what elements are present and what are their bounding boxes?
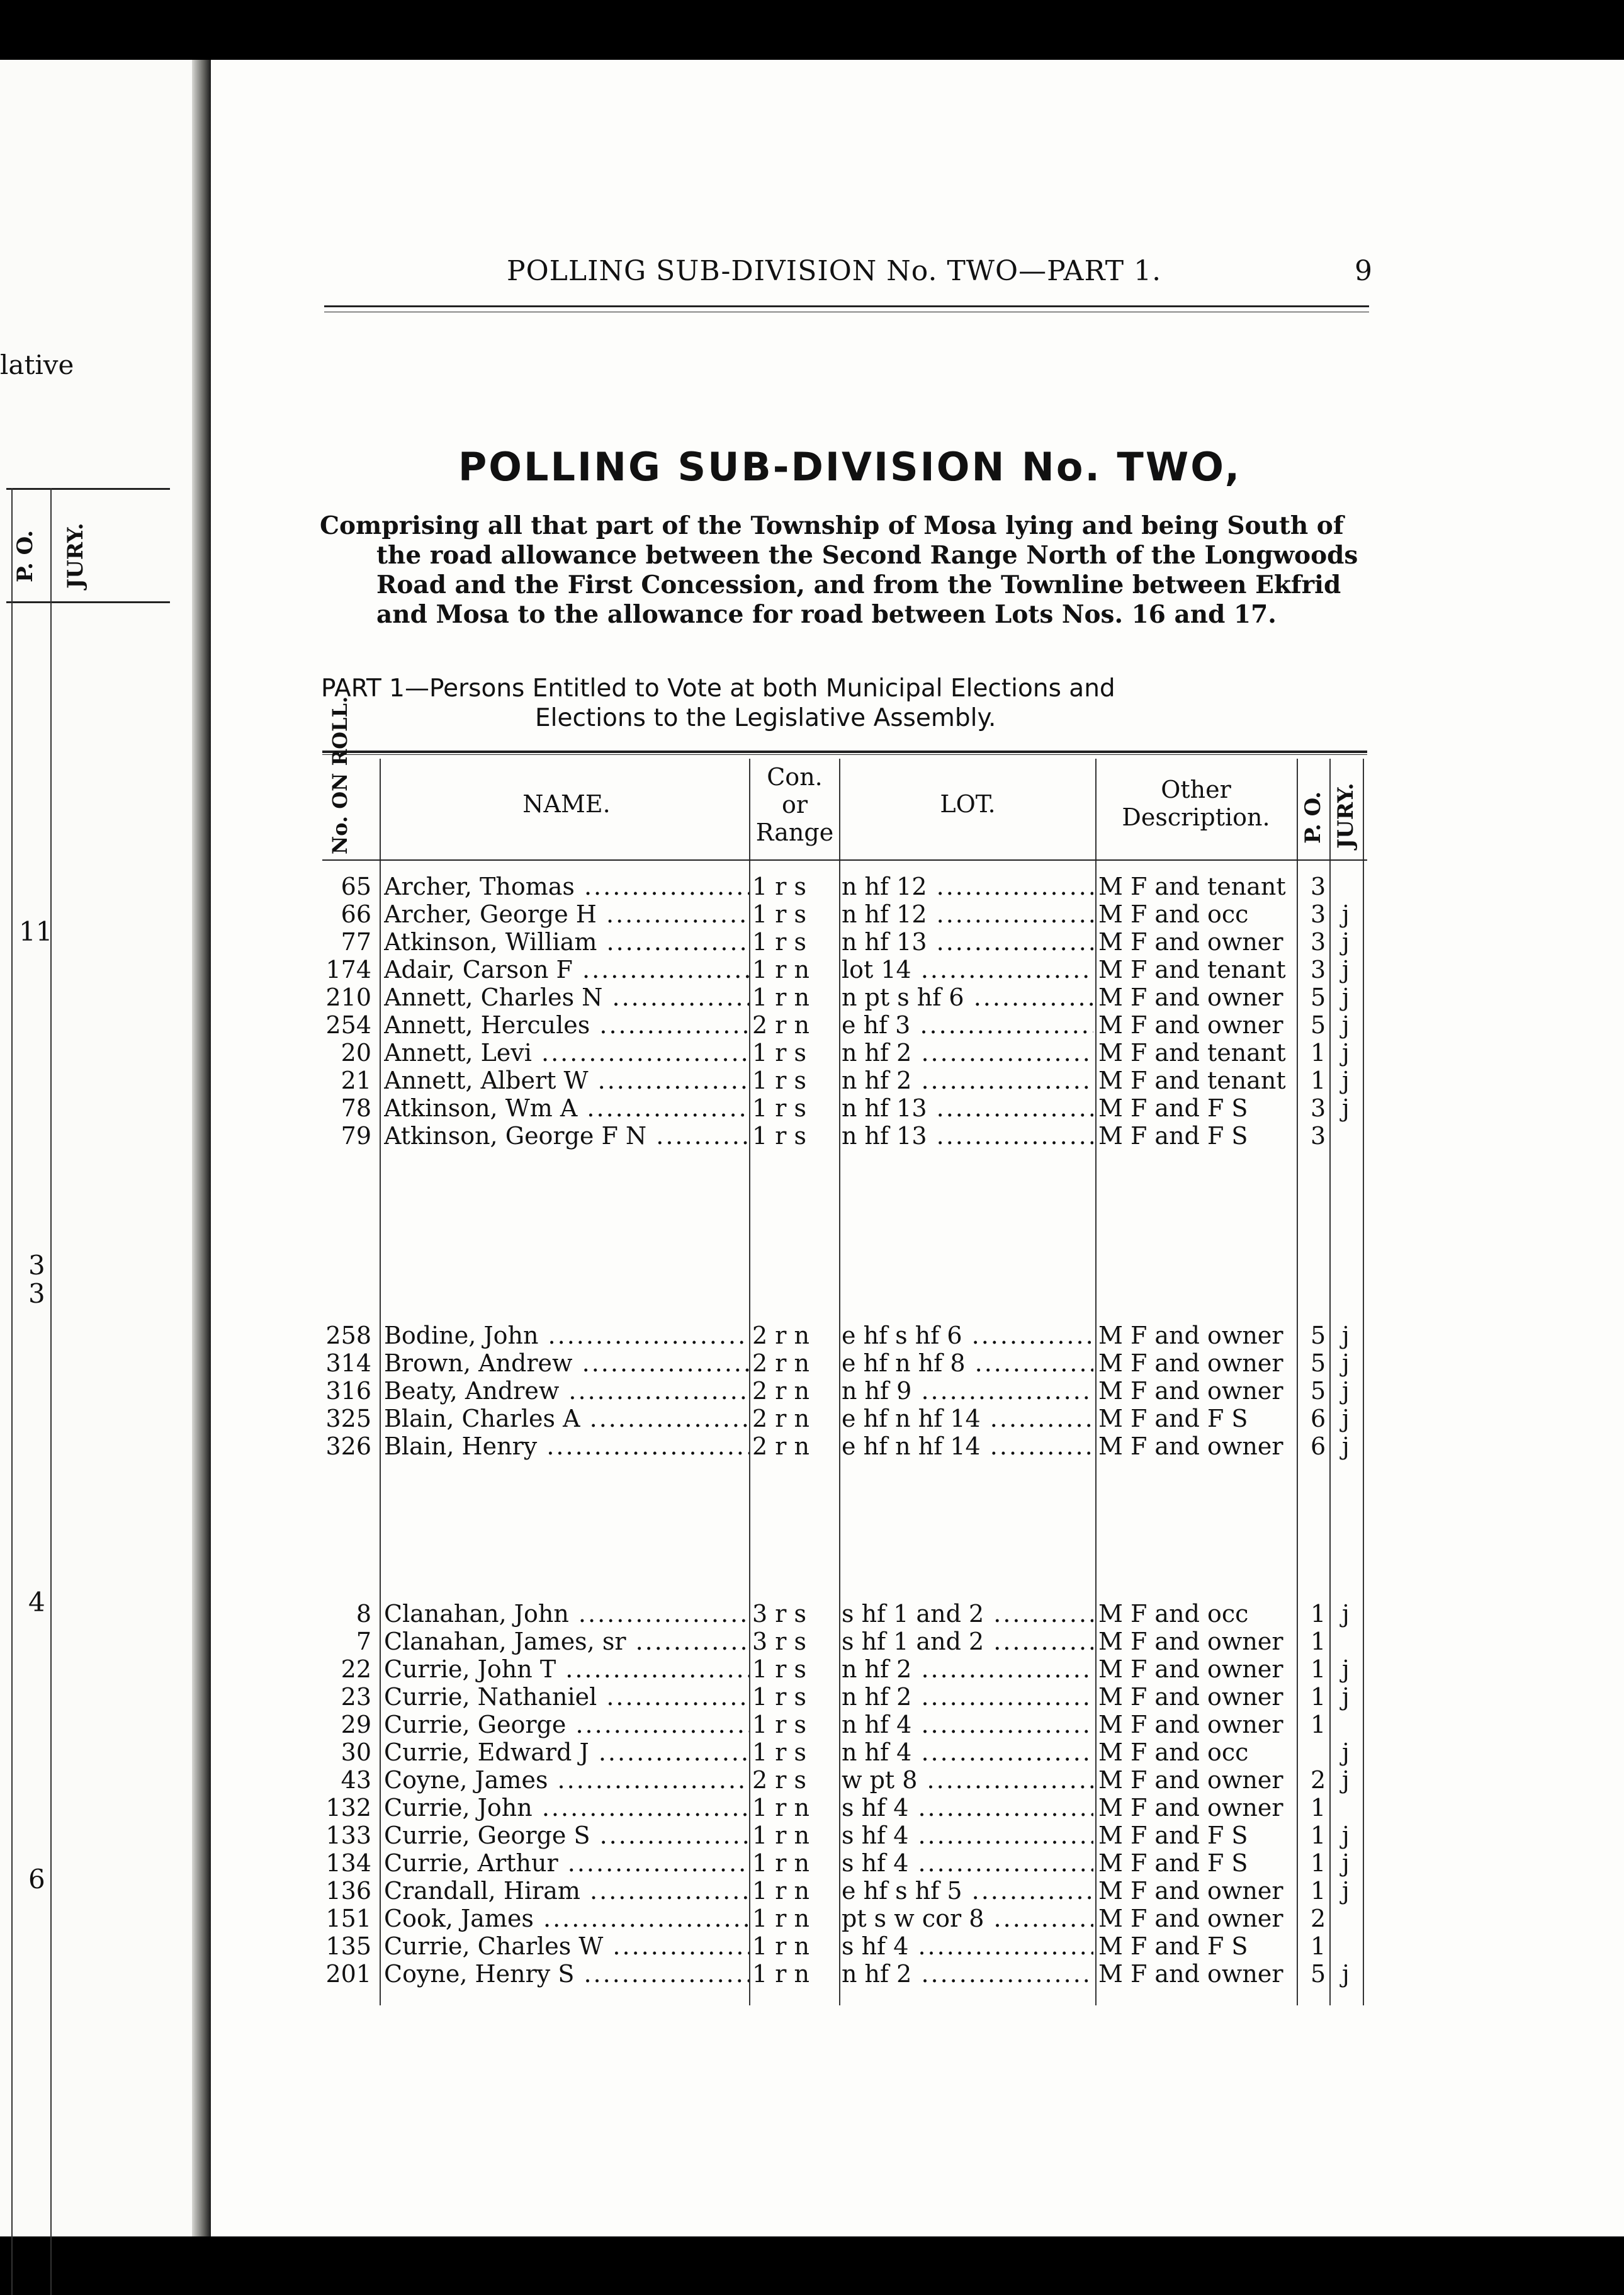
cell-other: M F and owner — [1098, 1877, 1283, 1905]
table-top-rule-thin — [322, 754, 1367, 755]
cell-jury: j — [1342, 1432, 1350, 1460]
table-row — [321, 1877, 1369, 1905]
cell-po: 1 — [1311, 1932, 1326, 1960]
cell-con: 1 r s — [752, 928, 807, 956]
cell-po: 6 — [1311, 1432, 1326, 1460]
cell-con: 1 r s — [752, 1039, 807, 1067]
cell-no: 8 — [356, 1600, 371, 1628]
cell-name: Brown, Andrew ..... — [384, 1349, 749, 1377]
cell-name: Cook, James ..... — [384, 1905, 749, 1932]
left-page-edge — [0, 60, 192, 2236]
header-rule — [324, 305, 1369, 307]
cell-name: Crandall, Hiram ..... — [384, 1877, 749, 1905]
cell-con: 2 r s — [752, 1766, 807, 1794]
table-top-rule — [322, 751, 1367, 753]
cell-other: M F and occ — [1098, 1738, 1249, 1766]
left-page-number: 3 — [28, 1250, 45, 1281]
table-row — [321, 1932, 1369, 1960]
cell-po: 1 — [1311, 1039, 1326, 1067]
cell-no: 258 — [325, 1322, 371, 1349]
cell-jury: j — [1342, 928, 1350, 956]
cell-jury: j — [1342, 1067, 1350, 1094]
column-header-con-line: Con. — [767, 763, 823, 791]
cell-jury: j — [1342, 1766, 1350, 1794]
cell-con: 1 r s — [752, 1738, 807, 1766]
cell-po: 3 — [1311, 873, 1326, 900]
cell-name: Atkinson, Wm A ..... — [384, 1094, 749, 1122]
left-page-po-header: P. O. — [13, 530, 38, 582]
cell-con: 1 r s — [752, 1683, 807, 1711]
cell-other: M F and owner — [1098, 1349, 1283, 1377]
cell-no: 133 — [325, 1822, 371, 1849]
cell-jury: j — [1342, 1600, 1350, 1628]
cell-other: M F and owner — [1098, 1011, 1283, 1039]
cell-lot: n hf 13 ..... — [842, 928, 1093, 956]
cell-name: Annett, Levi ..... — [384, 1039, 749, 1067]
cell-jury: j — [1342, 956, 1350, 983]
left-page-number: 4 — [28, 1587, 45, 1618]
column-header-con-line: or — [781, 791, 808, 819]
cell-po: 3 — [1311, 1094, 1326, 1122]
cell-po: 3 — [1311, 928, 1326, 956]
cell-no: 325 — [325, 1405, 371, 1432]
cell-no: 174 — [325, 956, 371, 983]
cell-no: 132 — [325, 1794, 371, 1822]
cell-other: M F and F S — [1098, 1122, 1248, 1150]
cell-name: Atkinson, George F N ..... — [384, 1122, 749, 1150]
section-title: POLLING SUB-DIVISION No. TWO, — [458, 444, 1242, 490]
cell-no: 136 — [325, 1877, 371, 1905]
table-row — [321, 1405, 1369, 1432]
cell-con: 1 r n — [752, 1960, 809, 1988]
cell-name: Clanahan, John ..... — [384, 1600, 749, 1628]
cell-jury: j — [1342, 983, 1350, 1011]
cell-name: Annett, Albert W ..... — [384, 1067, 749, 1094]
cell-con: 1 r n — [752, 1877, 809, 1905]
cell-name: Adair, Carson F ..... — [384, 956, 749, 983]
cell-con: 2 r n — [752, 1405, 809, 1432]
column-header-name: NAME. — [522, 790, 611, 818]
cell-no: 20 — [341, 1039, 371, 1067]
cell-other: M F and tenant — [1098, 1067, 1286, 1094]
cell-con: 1 r n — [752, 1932, 809, 1960]
part-heading-line: Elections to the Legislative Assembly. — [535, 704, 996, 732]
cell-name: Annett, Hercules ..... — [384, 1011, 749, 1039]
cell-lot: n hf 13 ..... — [842, 1122, 1093, 1150]
cell-lot: s hf 4 ..... — [842, 1849, 1093, 1877]
cell-lot: e hf s hf 5 ..... — [842, 1877, 1093, 1905]
cell-po: 3 — [1311, 956, 1326, 983]
cell-po: 2 — [1311, 1905, 1326, 1932]
cell-other: M F and owner — [1098, 1683, 1283, 1711]
cell-no: 314 — [325, 1349, 371, 1377]
cell-po: 1 — [1311, 1628, 1326, 1655]
cell-con: 1 r n — [752, 1794, 809, 1822]
cell-lot: n hf 4 ..... — [842, 1711, 1093, 1738]
cell-jury: j — [1342, 1377, 1350, 1405]
left-page-jury-header: JURY. — [63, 523, 88, 589]
cell-lot: s hf 4 ..... — [842, 1932, 1093, 1960]
cell-jury: j — [1342, 900, 1350, 928]
cell-name: Blain, Charles A ..... — [384, 1405, 749, 1432]
cell-con: 3 r s — [752, 1628, 807, 1655]
table-row — [321, 1822, 1369, 1849]
cell-jury: j — [1342, 1322, 1350, 1349]
cell-lot: n hf 13 ..... — [842, 1094, 1093, 1122]
cell-other: M F and owner — [1098, 1655, 1283, 1683]
table-row — [321, 1683, 1369, 1711]
cell-other: M F and owner — [1098, 1711, 1283, 1738]
cell-po: 1 — [1311, 1877, 1326, 1905]
table-row — [321, 928, 1369, 956]
cell-other: M F and owner — [1098, 928, 1283, 956]
cell-con: 1 r s — [752, 1655, 807, 1683]
table-row — [321, 1011, 1369, 1039]
cell-other: M F and owner — [1098, 1905, 1283, 1932]
cell-no: 79 — [341, 1122, 371, 1150]
cell-other: M F and owner — [1098, 1377, 1283, 1405]
left-page-number: 3 — [28, 1278, 45, 1309]
description-line: the road allowance between the Second Range North of the Longwoods — [376, 541, 1358, 570]
cell-other: M F and owner — [1098, 983, 1283, 1011]
cell-lot: w pt 8 ..... — [842, 1766, 1093, 1794]
table-row — [321, 1322, 1369, 1349]
cell-lot: n hf 4 ..... — [842, 1738, 1093, 1766]
cell-name: Archer, Thomas ..... — [384, 873, 749, 900]
cell-con: 1 r n — [752, 1822, 809, 1849]
cell-jury: j — [1342, 1960, 1350, 1988]
cell-name: Bodine, John ..... — [384, 1322, 749, 1349]
table-row — [321, 1711, 1369, 1738]
cell-po: 1 — [1311, 1600, 1326, 1628]
table-row — [321, 1738, 1369, 1766]
column-header-po: P. O. — [1300, 791, 1326, 844]
cell-jury: j — [1342, 1877, 1350, 1905]
table-row — [321, 1655, 1369, 1683]
cell-con: 2 r n — [752, 1377, 809, 1405]
cell-no: 134 — [325, 1849, 371, 1877]
cell-no: 30 — [341, 1738, 371, 1766]
cell-po: 3 — [1311, 900, 1326, 928]
cell-po: 2 — [1311, 1766, 1326, 1794]
cell-po: 5 — [1311, 1377, 1326, 1405]
cell-jury: j — [1342, 1822, 1350, 1849]
cell-po: 5 — [1311, 1960, 1326, 1988]
cell-name: Atkinson, William ..... — [384, 928, 749, 956]
table-row — [321, 1600, 1369, 1628]
table-header-rule — [322, 859, 1367, 861]
cell-con: 1 r s — [752, 873, 807, 900]
cell-no: 326 — [325, 1432, 371, 1460]
cell-other: M F and owner — [1098, 1766, 1283, 1794]
table-row — [321, 983, 1369, 1011]
cell-lot: e hf n hf 14 ..... — [842, 1405, 1093, 1432]
cell-name: Archer, George H ..... — [384, 900, 749, 928]
table-row — [321, 1960, 1369, 1988]
cell-jury: j — [1342, 1849, 1350, 1877]
table-row — [321, 1039, 1369, 1067]
part-heading — [321, 674, 1372, 733]
table-row — [321, 1432, 1369, 1460]
cell-name: Coyne, Henry S ..... — [384, 1960, 749, 1988]
cell-po: 6 — [1311, 1405, 1326, 1432]
cell-name: Currie, George S ..... — [384, 1822, 749, 1849]
cell-po: 5 — [1311, 983, 1326, 1011]
cell-no: 22 — [341, 1655, 371, 1683]
cell-jury: j — [1342, 1011, 1350, 1039]
cell-con: 2 r n — [752, 1322, 809, 1349]
cell-con: 2 r n — [752, 1011, 809, 1039]
cell-name: Beaty, Andrew ..... — [384, 1377, 749, 1405]
cell-lot: n hf 2 ..... — [842, 1039, 1093, 1067]
table-row — [321, 873, 1369, 900]
cell-po: 1 — [1311, 1711, 1326, 1738]
cell-no: 77 — [341, 928, 371, 956]
cell-other: M F and tenant — [1098, 873, 1286, 900]
running-title: POLLING SUB-DIVISION No. TWO—PART 1. — [507, 255, 1162, 287]
column-header-con-line: Range — [755, 819, 834, 846]
cell-lot: n hf 12 ..... — [842, 900, 1093, 928]
cell-other: M F and owner — [1098, 1794, 1283, 1822]
cell-con: 2 r n — [752, 1432, 809, 1460]
left-page-fragment: lative — [0, 349, 74, 380]
cell-con: 2 r n — [752, 1349, 809, 1377]
cell-no: 254 — [325, 1011, 371, 1039]
table-row — [321, 1628, 1369, 1655]
book-gutter — [192, 60, 211, 2236]
table-row — [321, 1905, 1369, 1932]
part-heading-line: PART 1—Persons Entitled to Vote at both Municipal Elections and — [321, 674, 1115, 703]
column-header-lot: LOT. — [940, 790, 996, 818]
cell-no: 21 — [341, 1067, 371, 1094]
cell-po: 1 — [1311, 1822, 1326, 1849]
cell-lot: e hf n hf 8 ..... — [842, 1349, 1093, 1377]
cell-other: M F and owner — [1098, 1432, 1283, 1460]
cell-other: M F and F S — [1098, 1932, 1248, 1960]
cell-name: Currie, John T ..... — [384, 1655, 749, 1683]
cell-po: 3 — [1311, 1122, 1326, 1150]
cell-po: 5 — [1311, 1011, 1326, 1039]
cell-con: 1 r n — [752, 956, 809, 983]
cell-no: 210 — [325, 983, 371, 1011]
cell-no: 66 — [341, 900, 371, 928]
cell-other: M F and F S — [1098, 1822, 1248, 1849]
cell-other: M F and tenant — [1098, 1039, 1286, 1067]
cell-con: 1 r s — [752, 1094, 807, 1122]
cell-con: 1 r n — [752, 1849, 809, 1877]
cell-jury: j — [1342, 1349, 1350, 1377]
column-header-other-line: Other — [1161, 776, 1231, 803]
cell-con: 1 r s — [752, 1067, 807, 1094]
cell-name: Currie, Nathaniel ..... — [384, 1683, 749, 1711]
cell-jury: j — [1342, 1738, 1350, 1766]
cell-po: 5 — [1311, 1349, 1326, 1377]
cell-lot: n hf 9 ..... — [842, 1377, 1093, 1405]
cell-lot: n hf 2 ..... — [842, 1960, 1093, 1988]
section-description — [320, 511, 1377, 630]
cell-con: 1 r n — [752, 983, 809, 1011]
column-header-other-line: Description. — [1122, 803, 1270, 831]
cell-no: 65 — [341, 873, 371, 900]
cell-name: Currie, John ..... — [384, 1794, 749, 1822]
cell-con: 3 r s — [752, 1600, 807, 1628]
cell-po: 1 — [1311, 1849, 1326, 1877]
cell-name: Annett, Charles N ..... — [384, 983, 749, 1011]
cell-con: 1 r s — [752, 900, 807, 928]
cell-po: 1 — [1311, 1794, 1326, 1822]
cell-lot: s hf 1 and 2 ..... — [842, 1600, 1093, 1628]
cell-lot: s hf 1 and 2 ..... — [842, 1628, 1093, 1655]
cell-other: M F and F S — [1098, 1094, 1248, 1122]
cell-other: M F and owner — [1098, 1960, 1283, 1988]
left-page-number: 11 — [19, 916, 53, 947]
cell-po: 5 — [1311, 1322, 1326, 1349]
cell-lot: n hf 12 ..... — [842, 873, 1093, 900]
cell-lot: s hf 4 ..... — [842, 1822, 1093, 1849]
cell-name: Coyne, James ..... — [384, 1766, 749, 1794]
cell-po: 1 — [1311, 1067, 1326, 1094]
table-row — [321, 1377, 1369, 1405]
cell-con: 1 r s — [752, 1711, 807, 1738]
column-header-con — [752, 763, 837, 846]
table-row — [321, 1766, 1369, 1794]
table-row — [321, 900, 1369, 928]
cell-jury: j — [1342, 1039, 1350, 1067]
cell-no: 316 — [325, 1377, 371, 1405]
cell-name: Currie, George ..... — [384, 1711, 749, 1738]
cell-lot: e hf n hf 14 ..... — [842, 1432, 1093, 1460]
cell-other: M F and tenant — [1098, 956, 1286, 983]
cell-po: 1 — [1311, 1683, 1326, 1711]
cell-lot: lot 14 ..... — [842, 956, 1093, 983]
cell-jury: j — [1342, 1683, 1350, 1711]
cell-name: Currie, Arthur ..... — [384, 1849, 749, 1877]
table-row — [321, 1122, 1369, 1150]
table-row — [321, 1849, 1369, 1877]
cell-other: M F and occ — [1098, 900, 1249, 928]
cell-other: M F and owner — [1098, 1322, 1283, 1349]
cell-name: Currie, Charles W ..... — [384, 1932, 749, 1960]
cell-lot: n hf 2 ..... — [842, 1683, 1093, 1711]
cell-name: Clanahan, James, sr ..... — [384, 1628, 749, 1655]
cell-other: M F and F S — [1098, 1849, 1248, 1877]
cell-jury: j — [1342, 1655, 1350, 1683]
cell-con: 1 r s — [752, 1122, 807, 1150]
cell-name: Currie, Edward J ..... — [384, 1738, 749, 1766]
cell-no: 29 — [341, 1711, 371, 1738]
description-line: Comprising all that part of the Township of Mosa lying and being South of — [320, 511, 1344, 540]
table-row — [321, 1794, 1369, 1822]
column-header-other — [1098, 776, 1294, 831]
cell-con: 1 r n — [752, 1905, 809, 1932]
cell-lot: pt s w cor 8 ..... — [842, 1905, 1093, 1932]
cell-lot: n hf 2 ..... — [842, 1067, 1093, 1094]
cell-jury: j — [1342, 1094, 1350, 1122]
cell-other: M F and owner — [1098, 1628, 1283, 1655]
cell-other: M F and occ — [1098, 1600, 1249, 1628]
cell-lot: n hf 2 ..... — [842, 1655, 1093, 1683]
cell-jury: j — [1342, 1405, 1350, 1432]
cell-no: 43 — [341, 1766, 371, 1794]
left-page-number: 6 — [28, 1864, 45, 1895]
table-row — [321, 1349, 1369, 1377]
cell-lot: s hf 4 ..... — [842, 1794, 1093, 1822]
column-header-jury: JURY. — [1333, 783, 1358, 849]
column-header-no-on-roll: No. ON ROLL. — [328, 696, 352, 854]
cell-lot: e hf s hf 6 ..... — [842, 1322, 1093, 1349]
table-row — [321, 956, 1369, 983]
cell-other: M F and F S — [1098, 1405, 1248, 1432]
cell-no: 23 — [341, 1683, 371, 1711]
page-number: 9 — [1355, 255, 1372, 287]
cell-no: 135 — [325, 1932, 371, 1960]
cell-no: 201 — [325, 1960, 371, 1988]
description-line: and Mosa to the allowance for road between Lots Nos. 16 and 17. — [376, 600, 1277, 629]
cell-lot: n pt s hf 6 ..... — [842, 983, 1093, 1011]
cell-po: 1 — [1311, 1655, 1326, 1683]
cell-no: 78 — [341, 1094, 371, 1122]
cell-name: Blain, Henry ..... — [384, 1432, 749, 1460]
description-line: Road and the First Concession, and from the Townline between Ekfrid — [376, 570, 1341, 599]
table-row — [321, 1094, 1369, 1122]
cell-no: 7 — [356, 1628, 371, 1655]
cell-no: 151 — [325, 1905, 371, 1932]
table-row — [321, 1067, 1369, 1094]
cell-lot: e hf 3 ..... — [842, 1011, 1093, 1039]
